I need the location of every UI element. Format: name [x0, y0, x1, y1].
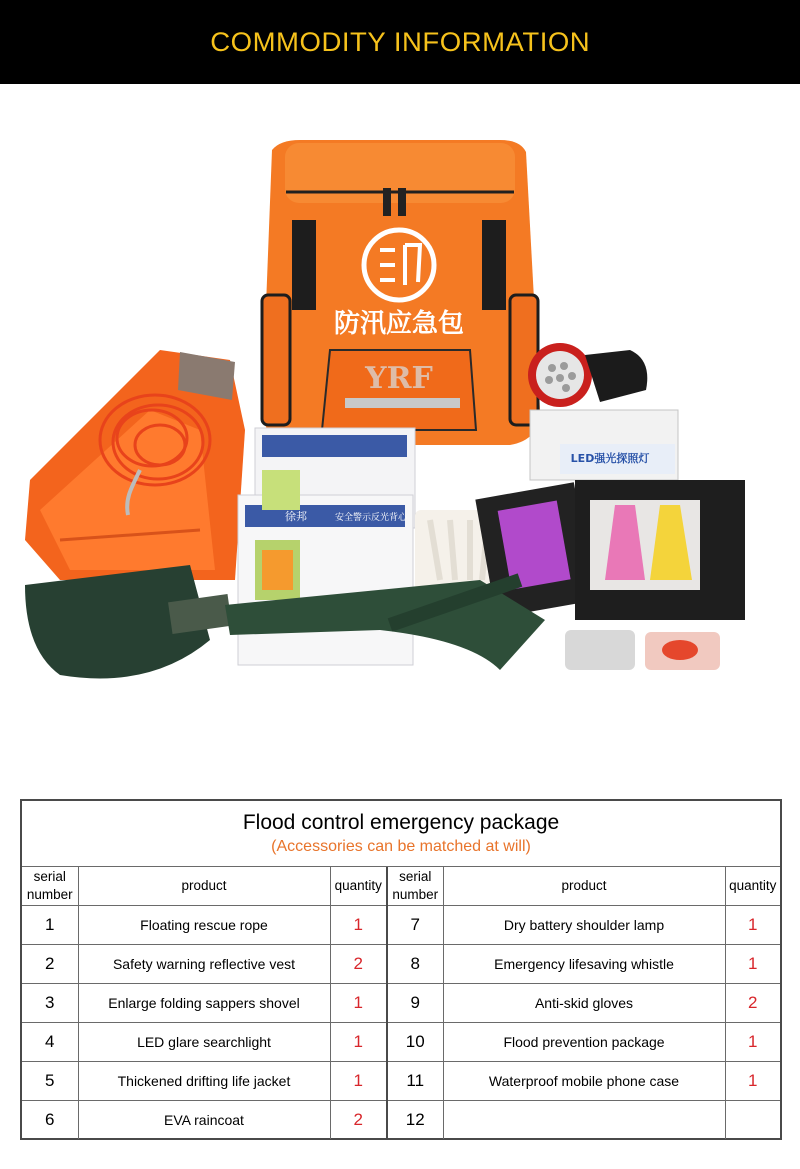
- searchlight: [528, 343, 647, 407]
- table-row: [22, 945, 780, 984]
- watermark-text: YRF: [365, 361, 433, 396]
- vest-pack-title: 安全警示反光背心: [335, 513, 408, 523]
- table-row: [22, 906, 780, 945]
- product-cell: Dry battery shoulder lamp: [443, 906, 725, 945]
- quantity-cell: 1: [330, 906, 387, 945]
- header-quantity-right: quantity: [725, 867, 780, 906]
- banner-title: COMMODITY INFORMATION: [210, 26, 590, 57]
- life-jacket: [25, 350, 245, 580]
- serial-cell: 3: [22, 984, 78, 1023]
- table-title: Flood control emergency package: [242, 811, 560, 834]
- product-cell: Thickened drifting life jacket: [78, 1062, 330, 1101]
- product-cell: Safety warning reflective vest: [78, 945, 330, 984]
- quantity-cell: 1: [330, 1023, 387, 1062]
- package-table: [20, 799, 782, 1140]
- header-quantity-left: quantity: [330, 867, 387, 906]
- light-box-title: LED强光探照灯: [570, 452, 650, 465]
- header-serial-left: serial number: [22, 867, 78, 906]
- serial-cell: 5: [22, 1062, 78, 1101]
- items-table: [22, 867, 780, 1139]
- led-light-box: [530, 410, 678, 480]
- serial-cell: 1: [22, 906, 78, 945]
- backpack-logo-text: 防汛应急包: [333, 309, 465, 339]
- quantity-cell: 1: [330, 1062, 387, 1101]
- quantity-cell: 2: [725, 984, 780, 1023]
- table-caption: [22, 801, 780, 867]
- quantity-cell: 1: [725, 1062, 780, 1101]
- header-product-right: product: [443, 867, 725, 906]
- product-cell: Enlarge folding sappers shovel: [78, 984, 330, 1023]
- serial-cell: 12: [387, 1101, 443, 1140]
- header-banner: [0, 0, 800, 84]
- raincoat-pack: [575, 480, 745, 620]
- whistle-items: [565, 630, 720, 670]
- vest-pack-brand: 徐邦: [285, 510, 307, 523]
- product-cell: Flood prevention package: [443, 1023, 725, 1062]
- product-cell: Anti-skid gloves: [443, 984, 725, 1023]
- product-cell: Emergency lifesaving whistle: [443, 945, 725, 984]
- product-cell: EVA raincoat: [78, 1101, 330, 1140]
- product-cell: LED glare searchlight: [78, 1023, 330, 1062]
- table-row: [22, 1101, 780, 1140]
- serial-cell: 6: [22, 1101, 78, 1140]
- table-row: [22, 1062, 780, 1101]
- product-cell: [443, 1101, 725, 1140]
- quantity-cell: 2: [330, 1101, 387, 1140]
- serial-cell: 11: [387, 1062, 443, 1101]
- quantity-cell: 1: [725, 1023, 780, 1062]
- quantity-cell: 1: [330, 984, 387, 1023]
- serial-cell: 7: [387, 906, 443, 945]
- header-serial-right: serial number: [387, 867, 443, 906]
- quantity-cell: [725, 1101, 780, 1140]
- serial-cell: 2: [22, 945, 78, 984]
- product-photo: [0, 110, 800, 730]
- header-product-left: product: [78, 867, 330, 906]
- quantity-cell: 2: [330, 945, 387, 984]
- serial-cell: 9: [387, 984, 443, 1023]
- quantity-cell: 1: [725, 906, 780, 945]
- table-subtitle: (Accessories can be matched at will): [271, 838, 531, 855]
- serial-cell: 4: [22, 1023, 78, 1062]
- product-cell: Waterproof mobile phone case: [443, 1062, 725, 1101]
- table-row: [22, 984, 780, 1023]
- serial-cell: 10: [387, 1023, 443, 1062]
- emergency-backpack: [262, 140, 540, 445]
- serial-cell: 8: [387, 945, 443, 984]
- table-row: [22, 1023, 780, 1062]
- quantity-cell: 1: [725, 945, 780, 984]
- table-header-row: [22, 867, 780, 906]
- product-cell: Floating rescue rope: [78, 906, 330, 945]
